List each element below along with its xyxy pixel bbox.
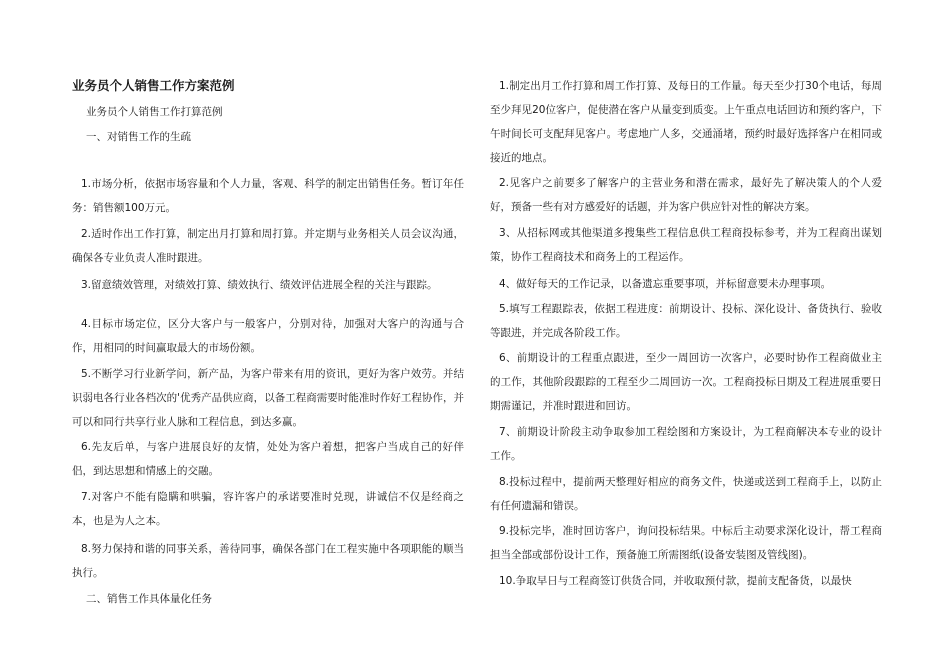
paragraph: 4.目标市场定位，区分大客户与一般客户，分别对待，加强对大客户的沟通与合作，用相同的时间赢取最大的市场份额。 — [72, 318, 464, 354]
paragraph: 10.争取早日与工程商签订供货合同，并收取预付款，提前支配备货，以最快 — [499, 575, 852, 587]
paragraph: 5.不断学习行业新学问，新产品，为客户带来有用的资讯，更好为客户效劳。并结识弱电各行业各档次的'优秀产品供应商，以备工程商需要时能准时作好工程协作，并可以和同行共享行业人脉和工程信息，到达多赢。 — [72, 368, 464, 428]
paragraph: 8.努力保持和谐的同事关系，善待同事，确保各部门在工程实施中各项职能的顺当执行。 — [72, 543, 464, 579]
paragraph: 7.对客户不能有隐瞒和哄骗，容许客户的承诺要准时兑现，讲诚信不仅是经商之本，也是为人之本。 — [72, 491, 464, 527]
paragraph: 2.适时作出工作打算，制定出月打算和周打算。并定期与业务相关人员会议沟通，确保各专业负责人准时跟进。 — [72, 228, 464, 264]
paragraph: 1.市场分析，依据市场容量和个人力量，客观、科学的制定出销售任务。暂订年任务：销售额100万元。 — [72, 178, 464, 214]
paragraph: 9.投标完毕，准时回访客户，询问投标结果。中标后主动要求深化设计，帮工程商担当全部或部份设计工作，预备施工所需图纸(设备安装图及管线图)。 — [490, 525, 882, 561]
paragraph: 7、前期设计阶段主动争取参加工程绘图和方案设计，为工程商解决本专业的设计工作。 — [490, 426, 882, 462]
paragraph: 业务员个人销售工作打算范例 — [86, 106, 223, 118]
paragraph: 4、做好每天的工作记录，以备遗忘重要事项，并标留意要未办理事项。 — [499, 278, 832, 290]
paragraph: 3.留意绩效管理，对绩效打算、绩效执行、绩效评估进展全程的关注与跟踪。 — [81, 279, 438, 291]
section-heading: 一、对销售工作的生疏 — [86, 131, 191, 143]
paragraph: 5.填写工程跟踪表，依据工程进度：前期设计、投标、深化设计、备货执行、验收等跟进，并完成各阶段工作。 — [490, 303, 882, 339]
section-heading: 二、销售工作具体量化任务 — [86, 593, 212, 605]
paragraph: 2.见客户之前要多了解客户的主营业务和潜在需求，最好先了解决策人的个人爱好，预备一些有对方感爱好的话题，并为客户供应针对性的解决方案。 — [490, 177, 882, 213]
paragraph: 6、前期设计的工程重点跟进，至少一周回访一次客户，必要时协作工程商做业主的工作，其他阶段跟踪的工程至少二周回访一次。工程商投标日期及工程进展重要日期需谨记，并准时跟进和回访。 — [490, 352, 882, 412]
document-title: 业务员个人销售工作方案范例 — [72, 78, 235, 93]
paragraph: 1.制定出月工作打算和周工作打算、及每日的工作量。每天至少打30个电话，每周至少拜见20位客户，促使潜在客户从量变到质变。上午重点电话回访和预约客户，下午时间长可支配拜见客户。考虑地广人多，交通涌堵，预约时最好选择客户在相同或接近的地点。 — [490, 80, 882, 164]
paragraph: 3、从招标网或其他渠道多搜集些工程信息供工程商投标参考，并为工程商出谋划策，协作工程商技术和商务上的工程运作。 — [490, 227, 882, 263]
paragraph: 8.投标过程中，提前两天整理好相应的商务文件，快递或送到工程商手上，以防止有任何遗漏和错误。 — [490, 476, 882, 512]
paragraph: 6.先友后单，与客户进展良好的友情，处处为客户着想，把客户当成自己的好伴侣，到达思想和情感上的交融。 — [72, 441, 464, 477]
